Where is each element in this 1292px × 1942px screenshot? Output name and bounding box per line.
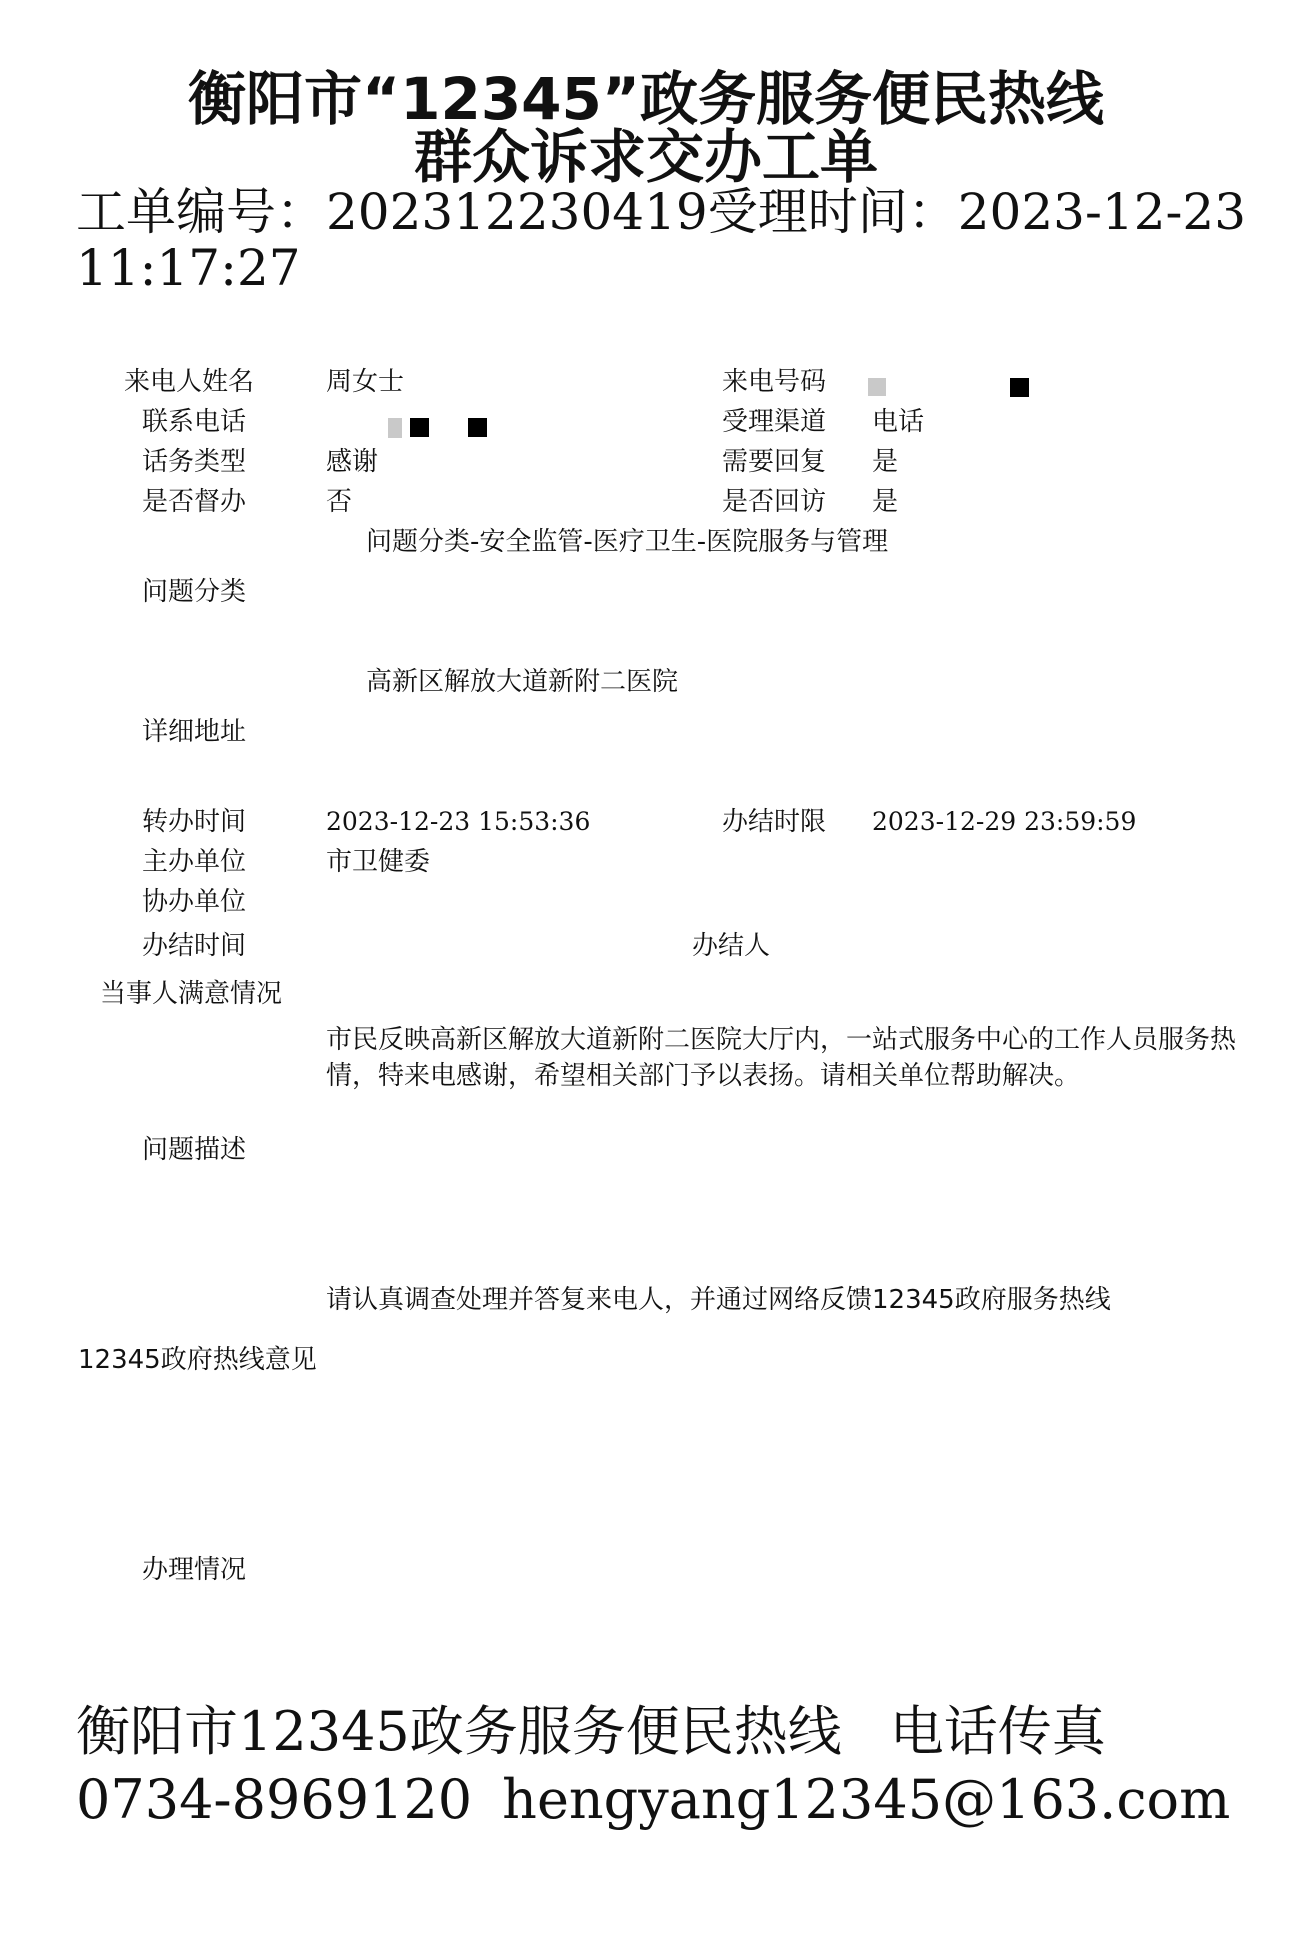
closer-label: 办结人 <box>692 931 771 961</box>
opinion-value: 请认真调查处理并答复来电人，并通过网络反馈12345政府服务热线 <box>326 1285 1111 1315</box>
assist-unit-label: 协办单位 <box>142 887 247 917</box>
opinion-label: 12345政府热线意见 <box>78 1345 317 1375</box>
redaction-mark <box>1010 378 1029 397</box>
footer-fax-label: 电话传真 <box>889 1700 1106 1763</box>
transfer-time-label: 转办时间 <box>142 807 247 837</box>
call-type-label: 话务类型 <box>142 447 247 477</box>
address-value: 高新区解放大道新附二医院 <box>366 667 679 697</box>
redaction-mark <box>410 418 429 437</box>
need-reply-label: 需要回复 <box>722 447 827 477</box>
caller-name-value: 周女士 <box>326 367 405 397</box>
supervise-label: 是否督办 <box>142 487 247 517</box>
footer-line1 <box>76 1698 1106 1766</box>
footer-line2 <box>76 1766 1230 1834</box>
contact-phone-label: 联系电话 <box>142 407 247 437</box>
category-value: 问题分类-安全监管-医疗卫生-医院服务与管理 <box>366 527 889 557</box>
accept-time-label: 受理时间： <box>707 183 958 241</box>
supervise-value: 否 <box>326 487 353 517</box>
transfer-time-value: 2023-12-23 15:53:36 <box>326 807 591 836</box>
accept-time-date: 2023-12-23 <box>957 183 1247 241</box>
address-label: 详细地址 <box>142 717 247 747</box>
need-reply-value: 是 <box>872 447 899 477</box>
category-label: 问题分类 <box>142 577 247 607</box>
channel-value: 电话 <box>872 407 925 437</box>
handling-label: 办理情况 <box>142 1555 247 1585</box>
call-type-value: 感谢 <box>326 447 379 477</box>
main-unit-value: 市卫健委 <box>326 847 431 877</box>
document-title-line2: 群众诉求交办工单 <box>413 123 878 191</box>
footer-org-name: 衡阳市12345政务服务便民热线 <box>76 1700 842 1763</box>
deadline-label: 办结时限 <box>722 807 827 837</box>
footer-email: hengyang12345@163.com <box>502 1768 1231 1831</box>
redaction-mark <box>868 378 886 396</box>
satisfaction-label: 当事人满意情况 <box>100 979 283 1009</box>
redaction-mark <box>468 418 487 437</box>
revisit-label: 是否回访 <box>722 487 827 517</box>
footer-phone: 0734-8969120 <box>76 1768 473 1831</box>
order-number-label: 工单编号： <box>76 183 326 241</box>
revisit-value: 是 <box>872 487 899 517</box>
order-number: 202312230419 <box>326 183 708 241</box>
accept-time-clock: 11:17:27 <box>76 239 301 297</box>
document-title-line1: 衡阳市“12345”政务服务便民热线 <box>187 65 1105 133</box>
channel-label: 受理渠道 <box>722 407 827 437</box>
main-unit-label: 主办单位 <box>142 847 247 877</box>
caller-phone-label: 来电号码 <box>722 367 827 397</box>
description-label: 问题描述 <box>142 1135 247 1165</box>
close-time-label: 办结时间 <box>142 931 247 961</box>
description-value: 市民反映高新区解放大道新附二医院大厅内，一站式服务中心的工作人员服务热情，特来电感谢，希望相关部门予以表扬。请相关单位帮助解决。 <box>326 1025 1237 1091</box>
deadline-value: 2023-12-29 23:59:59 <box>872 807 1137 836</box>
order-info-line <box>76 180 1246 244</box>
redaction-mark <box>388 418 402 438</box>
caller-name-label: 来电人姓名 <box>124 367 255 397</box>
